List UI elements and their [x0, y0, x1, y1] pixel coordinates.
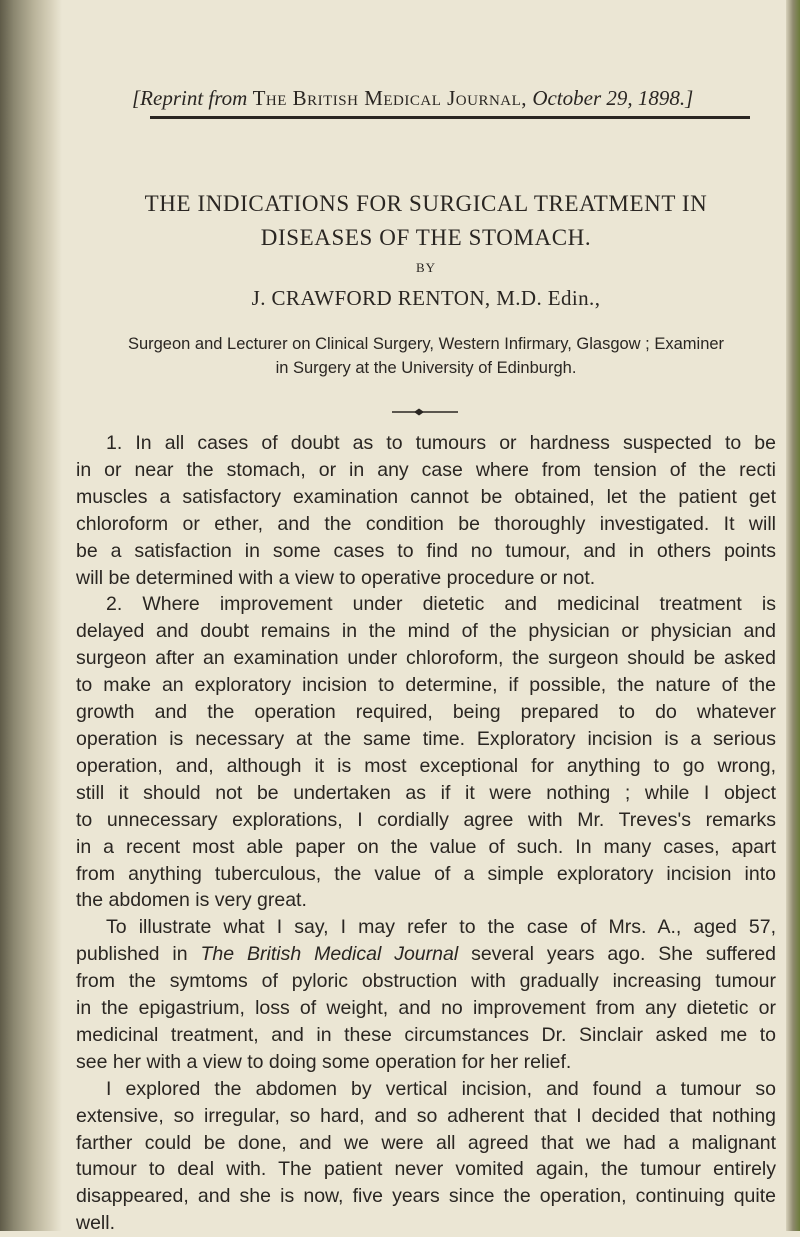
journal-citation: The British Medical Journal	[200, 943, 459, 966]
body-line: growth and the operation required, being prepared to do whatever	[76, 701, 776, 724]
page-right-edge	[786, 0, 800, 1231]
body-line: from anything tuberculous, the value of a simple exploratory incision into	[76, 862, 776, 885]
citation-prefix: published in	[76, 943, 188, 966]
author-affiliation-line-1: Surgeon and Lecturer on Clinical Surgery, Western Infirmary, Glasgow ; Examiner	[127, 335, 725, 353]
body-line: see her with a view to doing some operation for her relief.	[76, 1050, 572, 1073]
body-line: to make an exploratory incision to determine, if possible, the nature of the	[76, 674, 776, 697]
document-page	[70, 0, 782, 1235]
body-line: To illustrate what I say, I may refer to the case of Mrs. A., aged 57,	[106, 916, 776, 939]
body-line: surgeon after an examination under chloroform, the surgeon should be asked	[76, 647, 776, 670]
header-prefix: [Reprint from	[132, 86, 248, 110]
body-line: the abdomen is very great.	[76, 889, 307, 912]
article-body	[76, 430, 776, 1237]
body-line: muscles a satisfactory examination cannot be obtained, let the patient get	[76, 485, 776, 508]
body-line: 2. Where improvement under dietetic and medicinal treatment is	[106, 593, 776, 616]
byline: BY	[415, 260, 437, 275]
body-line: from the symtoms of pyloric obstruction with gradually increasing tumour	[76, 970, 776, 993]
citation-suffix: several years ago. She suffered	[471, 943, 777, 966]
body-line: well.	[76, 1212, 116, 1235]
body-line: in a recent most able paper on the value of such. In many cases, apart	[76, 835, 776, 858]
body-line: be a satisfaction in some cases to find no tumour, and in others points	[76, 539, 776, 562]
article-title-line-2: DISEASES OF THE STOMACH.	[260, 225, 592, 250]
author-affiliation-line-2: in Surgery at the University of Edinburgh.	[275, 359, 577, 377]
body-line: I explored the abdomen by vertical incision, and found a tumour so	[106, 1077, 776, 1100]
body-line: in or near the stomach, or in any case where from tension of the recti	[76, 458, 776, 481]
body-line: medicinal treatment, and in these circumstances Dr. Sinclair asked me to	[76, 1023, 776, 1046]
body-line: will be determined with a view to operative procedure or not.	[76, 566, 596, 589]
body-line: still it should not be undertaken as if it were nothing ; while I object	[76, 781, 776, 804]
header-journal: The British Medical Journal,	[252, 86, 528, 110]
body-line: tumour to deal with. The patient never vomited again, the tumour entirely	[76, 1158, 776, 1181]
header-rule	[150, 116, 750, 119]
article-title-line-1: THE INDICATIONS FOR SURGICAL TREATMENT IN	[144, 191, 708, 216]
reprint-header	[132, 86, 772, 111]
body-line: disappeared, and she is now, five years since the operation, continuing quite	[76, 1185, 776, 1208]
author-name: J. CRAWFORD RENTON, M.D. Edin.,	[251, 286, 601, 310]
body-line: in the epigastrium, loss of weight, and no improvement from any dietetic or	[76, 997, 776, 1020]
header-date: October 29, 1898.]	[532, 86, 694, 110]
body-line: 1. In all cases of doubt as to tumours or hardness suspected to be	[106, 432, 776, 454]
section-divider-ornament	[392, 407, 458, 417]
body-line: farther could be done, and we were all agreed that we had a malignant	[76, 1131, 776, 1154]
body-line: operation, and, although it is most exceptional for anything to go wrong,	[76, 754, 776, 777]
body-line: operation is necessary at the same time. Exploratory incision is a serious	[76, 727, 776, 750]
body-line-with-citation	[76, 941, 776, 968]
page-binding-edge	[0, 0, 62, 1231]
body-line: to unnecessary explorations, I cordially agree with Mr. Treves's remarks	[76, 808, 776, 831]
body-line: extensive, so irregular, so hard, and so adherent that I decided that nothing	[76, 1104, 776, 1127]
body-line: chloroform or ether, and the condition be thoroughly investigated. It will	[76, 512, 776, 535]
body-line: delayed and doubt remains in the mind of the physician or physician and	[76, 620, 776, 643]
